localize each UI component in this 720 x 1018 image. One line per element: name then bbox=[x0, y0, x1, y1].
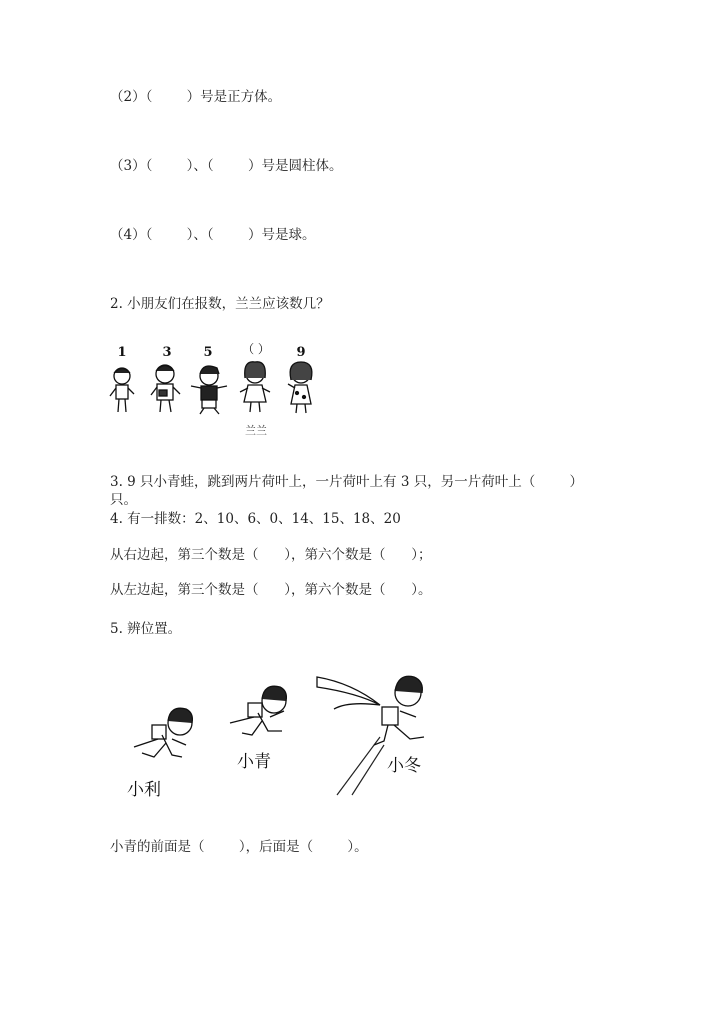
q1-item-3: （3）（ ）、（ ）号是圆柱体。 bbox=[110, 158, 343, 174]
q3-line-1: 3. 9 只小青蛙，跳到两片荷叶上，一片荷叶上有 3 只，另一片荷叶上（ ） bbox=[110, 474, 584, 490]
lanlan-label: 兰兰 bbox=[245, 424, 267, 437]
count-number-3: 5 bbox=[203, 345, 213, 360]
q5-question: 小青的前面是（ ），后面是（ ）。 bbox=[110, 839, 368, 855]
q4-left: 从左边起，第三个数是（ ），第六个数是（ ）。 bbox=[110, 582, 432, 598]
name-xiaoqing: 小青 bbox=[237, 752, 271, 772]
q4-prompt: 4. 有一排数：2、10、6、0、14、15、18、20 bbox=[110, 511, 401, 527]
q3-line-2: 只。 bbox=[110, 492, 137, 508]
child-1-icon bbox=[110, 368, 134, 412]
q2-prompt: 2. 小朋友们在报数，兰兰应该数几？ bbox=[110, 296, 330, 312]
count-number-5: 9 bbox=[296, 345, 306, 360]
count-number-1: 1 bbox=[117, 345, 127, 360]
count-number-blank: （ ） bbox=[242, 342, 270, 356]
name-xiaodong: 小冬 bbox=[387, 756, 421, 776]
speed-lines-icon bbox=[337, 737, 384, 795]
counting-children-illustration bbox=[105, 338, 325, 440]
child-3-icon bbox=[191, 366, 227, 414]
count-number-2: 3 bbox=[162, 345, 172, 360]
runner-xiaoqing-icon bbox=[230, 686, 286, 735]
name-xiaoli: 小利 bbox=[127, 780, 161, 800]
child-lanlan-icon bbox=[240, 362, 270, 412]
runner-xiaoli-icon bbox=[134, 708, 192, 757]
running-children-illustration bbox=[112, 665, 452, 805]
q1-item-4: （4）（ ）、（ ）号是球。 bbox=[110, 227, 316, 243]
q1-item-2: （2）（ ）号是正方体。 bbox=[110, 89, 282, 105]
runner-xiaodong-icon bbox=[317, 676, 424, 745]
q4-right: 从右边起，第三个数是（ ），第六个数是（ ）； bbox=[110, 547, 432, 563]
child-5-icon bbox=[288, 362, 312, 413]
child-2-icon bbox=[151, 365, 180, 412]
q5-prompt: 5. 辨位置。 bbox=[110, 621, 182, 637]
